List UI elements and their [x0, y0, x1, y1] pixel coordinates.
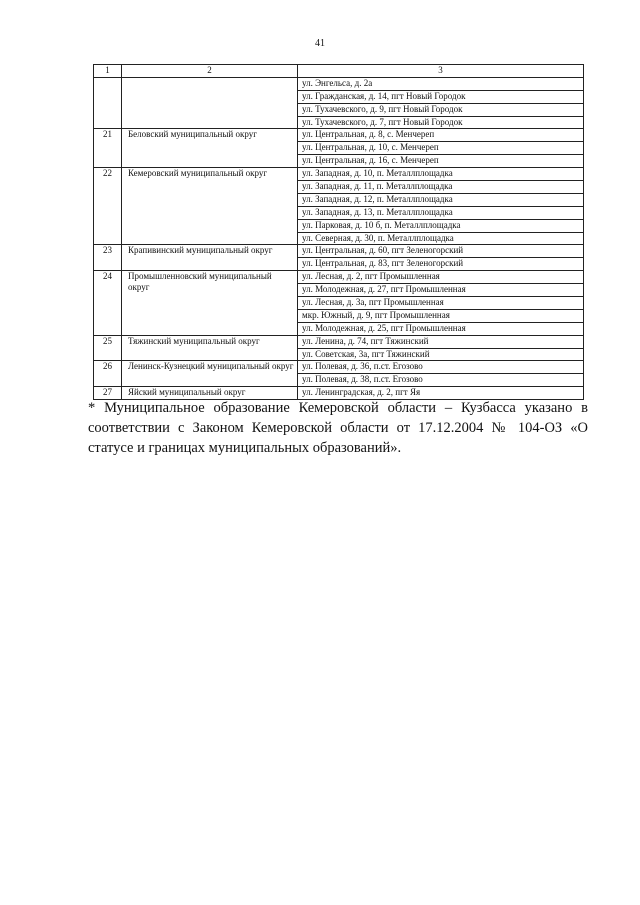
column-header: 3 — [298, 65, 584, 78]
table-row — [94, 335, 584, 348]
district-cell: Беловский муниципальный округ — [122, 129, 298, 168]
address-cell: ул. Гражданская, д. 14, пгт Новый Городок — [298, 90, 584, 103]
address-cell: ул. Северная, д. 30, п. Металлплощадка — [298, 232, 584, 245]
district-cell: Ленинск-Кузнецкий муниципальный округ — [122, 361, 298, 387]
address-cell: ул. Центральная, д. 83, пгт Зеленогорский — [298, 258, 584, 271]
table-row — [94, 361, 584, 374]
address-cell: ул. Молодежная, д. 25, пгт Промышленная — [298, 322, 584, 335]
row-number-cell: 24 — [94, 271, 122, 335]
address-cell: ул. Лесная, д. 3а, пгт Промышленная — [298, 297, 584, 310]
address-cell: ул. Энгельса, д. 2а — [298, 77, 584, 90]
row-number-cell — [94, 77, 122, 129]
address-cell: ул. Центральная, д. 10, с. Менчереп — [298, 142, 584, 155]
column-header: 1 — [94, 65, 122, 78]
address-cell: ул. Лесная, д. 2, пгт Промышленная — [298, 271, 584, 284]
district-cell: Тяжинский муниципальный округ — [122, 335, 298, 361]
district-cell — [122, 77, 298, 129]
address-cell: ул. Полевая, д. 38, п.ст. Егозово — [298, 374, 584, 387]
address-cell: ул. Полевая, д. 36, п.ст. Егозово — [298, 361, 584, 374]
address-cell: ул. Тухачевского, д. 9, пгт Новый Городок — [298, 103, 584, 116]
address-cell: ул. Западная, д. 13, п. Металлплощадка — [298, 206, 584, 219]
district-cell: Промышленновский муниципальный округ — [122, 271, 298, 335]
address-table — [93, 64, 584, 400]
address-cell: ул. Центральная, д. 60, пгт Зеленогорский — [298, 245, 584, 258]
row-number-cell: 26 — [94, 361, 122, 387]
table-header-row — [94, 65, 584, 78]
row-number-cell: 25 — [94, 335, 122, 361]
address-cell: мкр. Южный, д. 9, пгт Промышленная — [298, 309, 584, 322]
row-number-cell: 21 — [94, 129, 122, 168]
footnote: * Муниципальное образование Кемеровской области – Кузбасса указано в соответствии с Законом Кемеровской области от 17.12.2004 № 104-ОЗ «О статусе и границах муниципальных образований». — [88, 400, 588, 456]
address-cell: ул. Западная, д. 12, п. Металлплощадка — [298, 193, 584, 206]
district-cell: Яйский муниципальный округ — [122, 387, 298, 400]
table-row — [94, 245, 584, 258]
table-row — [94, 77, 584, 90]
district-cell: Крапивинский муниципальный округ — [122, 245, 298, 271]
address-cell: ул. Тухачевского, д. 7, пгт Новый Городок — [298, 116, 584, 129]
address-cell: ул. Центральная, д. 16, с. Менчереп — [298, 155, 584, 168]
address-cell: ул. Центральная, д. 8, с. Менчереп — [298, 129, 584, 142]
table-row — [94, 271, 584, 284]
row-number-cell: 27 — [94, 387, 122, 400]
address-cell: ул. Западная, д. 10, п. Металлплощадка — [298, 168, 584, 181]
column-header: 2 — [122, 65, 298, 78]
address-cell: ул. Парковая, д. 10 б, п. Металлплощадка — [298, 219, 584, 232]
address-cell: ул. Молодежная, д. 27, пгт Промышленная — [298, 284, 584, 297]
row-number-cell: 22 — [94, 168, 122, 245]
address-cell: ул. Западная, д. 11, п. Металлплощадка — [298, 181, 584, 194]
table-row — [94, 129, 584, 142]
address-cell: ул. Ленинградская, д. 2, пгт Яя — [298, 387, 584, 400]
row-number-cell: 23 — [94, 245, 122, 271]
address-cell: ул. Ленина, д. 74, пгт Тяжинский — [298, 335, 584, 348]
district-cell: Кемеровский муниципальный округ — [122, 168, 298, 245]
table-row — [94, 168, 584, 181]
page-number: 41 — [315, 38, 325, 49]
address-cell: ул. Советская, 3а, пгт Тяжинский — [298, 348, 584, 361]
table-body — [94, 65, 584, 400]
